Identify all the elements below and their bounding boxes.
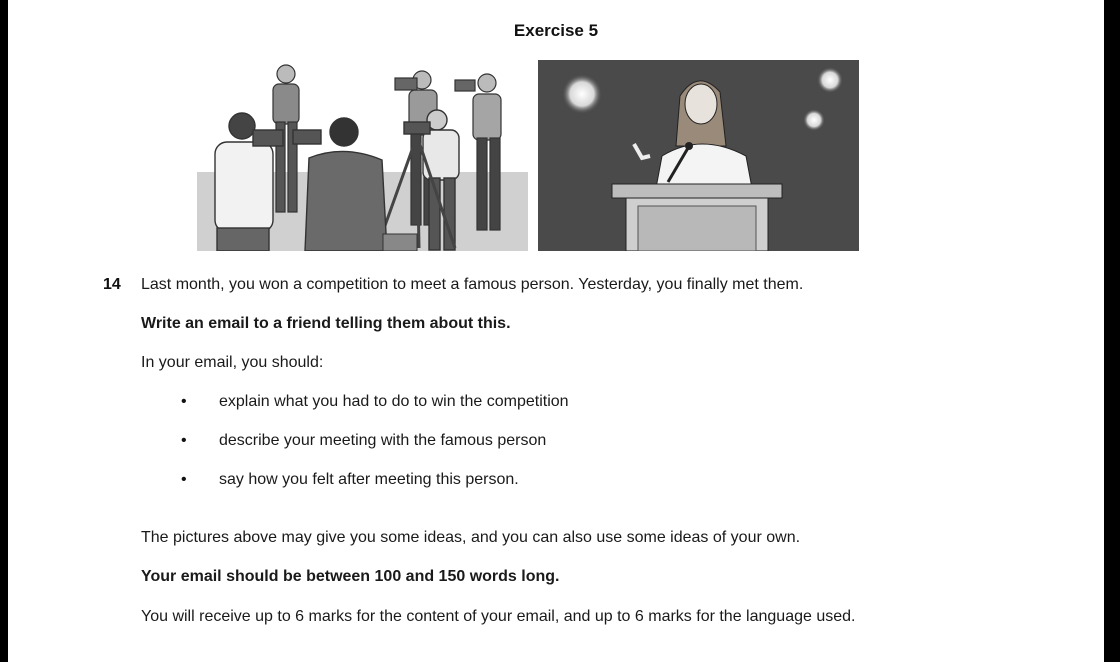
marks-note: You will receive up to 6 marks for the content of your email, and up to 6 marks for the language used. — [141, 608, 856, 625]
bullet-text: explain what you had to do to win the competition — [219, 393, 569, 410]
exercise-title: Exercise 5 — [513, 21, 599, 40]
frame-edge — [1104, 0, 1120, 662]
exam-page — [8, 0, 1104, 662]
bullet-marker: • — [181, 432, 187, 449]
photographers-illustration — [197, 58, 528, 251]
length-note: Your email should be between 100 and 150 words long. — [141, 568, 560, 585]
ideas-note: The pictures above may give you some ideas, and you can also use some ideas of your own. — [141, 529, 801, 546]
question-number: 14 — [103, 276, 121, 293]
bullet-marker: • — [181, 393, 187, 410]
bullet-marker: • — [181, 471, 187, 488]
question-intro: Last month, you won a competition to meet a famous person. Yesterday, you finally met them. — [141, 276, 804, 293]
podium-speaker-illustration — [538, 60, 859, 251]
bullet-text: describe your meeting with the famous person — [219, 432, 547, 449]
question-task: Write an email to a friend telling them about this. — [141, 315, 511, 332]
instruction-lead: In your email, you should: — [141, 354, 324, 371]
bullet-text: say how you felt after meeting this person. — [219, 471, 519, 488]
